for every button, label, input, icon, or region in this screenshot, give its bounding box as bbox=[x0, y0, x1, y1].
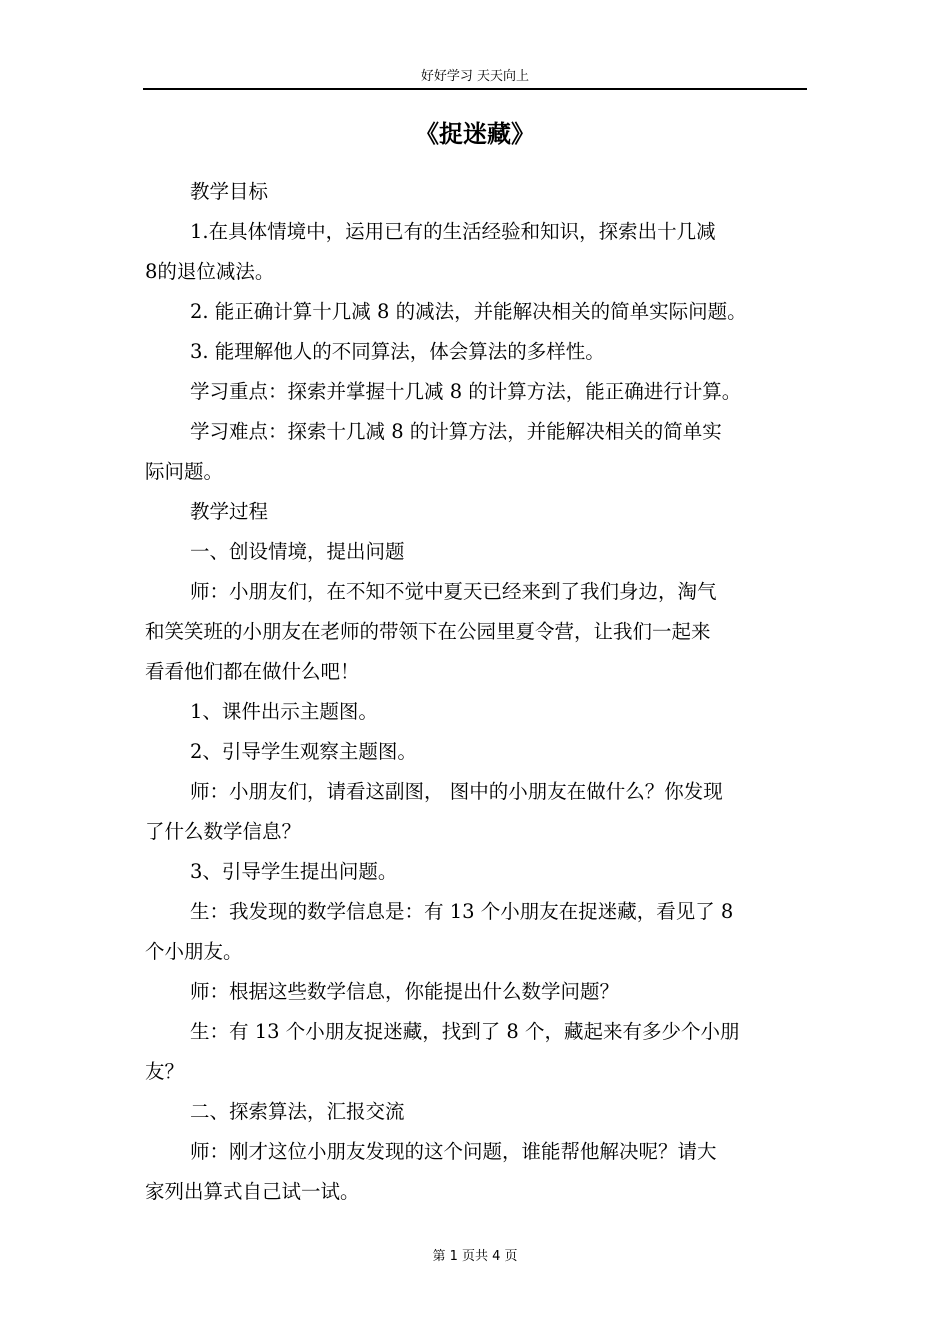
line-22: 生：有 13 个小朋友捉迷藏，找到了 8 个，藏起来有多少个小朋 bbox=[190, 1020, 740, 1043]
line-7: 学习难点：探索十几减 8 的计算方法，并能解决相关的简单实 bbox=[190, 420, 722, 443]
line-2: 1.在具体情境中，运用已有的生活经验和知识，探索出十几减 bbox=[190, 220, 716, 243]
line-14: 1、课件出示主题图。 bbox=[190, 700, 378, 723]
line-5: 3. 能理解他人的不同算法，体会算法的多样性。 bbox=[190, 340, 605, 363]
line-15: 2、引导学生观察主题图。 bbox=[190, 740, 417, 763]
line-17: 了什么数学信息？ bbox=[145, 820, 302, 843]
document-body bbox=[145, 172, 825, 1212]
document-title: 《捉迷藏》 bbox=[415, 120, 535, 148]
line-26: 家列出算式自己试一试。 bbox=[145, 1180, 360, 1203]
line-9: 教学过程 bbox=[190, 500, 269, 523]
line-18: 3、引导学生提出问题。 bbox=[190, 860, 398, 883]
line-8: 际问题。 bbox=[145, 460, 224, 483]
line-13: 看看他们都在做什么吧！ bbox=[145, 660, 360, 683]
line-25: 师：刚才这位小朋友发现的这个问题，谁能帮他解决呢？请大 bbox=[190, 1140, 717, 1163]
line-4: 2. 能正确计算十几减 8 的减法，并能解决相关的简单实际问题。 bbox=[190, 300, 747, 323]
line-12: 和笑笑班的小朋友在老师的带领下在公园里夏令营，让我们一起来 bbox=[145, 620, 711, 643]
line-3: 8的退位减法。 bbox=[145, 260, 275, 283]
line-23: 友？ bbox=[145, 1060, 185, 1083]
line-1: 教学目标 bbox=[190, 180, 269, 203]
line-11: 师：小朋友们，在不知不觉中夏天已经来到了我们身边，淘气 bbox=[190, 580, 717, 603]
line-24: 二、探索算法，汇报交流 bbox=[190, 1100, 405, 1123]
line-19: 生：我发现的数学信息是：有 13 个小朋友在捉迷藏，看见了 8 bbox=[190, 900, 734, 923]
line-10: 一、创设情境，提出问题 bbox=[190, 540, 405, 563]
header-rule bbox=[143, 88, 807, 90]
line-20: 个小朋友。 bbox=[145, 940, 243, 963]
page-footer: 第 1 页共 4 页 bbox=[432, 1249, 518, 1264]
line-21: 师：根据这些数学信息，你能提出什么数学问题？ bbox=[190, 980, 620, 1003]
line-6: 学习重点：探索并掌握十几减 8 的计算方法，能正确进行计算。 bbox=[190, 380, 742, 403]
running-header: 好好学习 天天向上 bbox=[420, 69, 530, 84]
line-16: 师：小朋友们，请看这副图， 图中的小朋友在做什么？你发现 bbox=[190, 780, 723, 803]
